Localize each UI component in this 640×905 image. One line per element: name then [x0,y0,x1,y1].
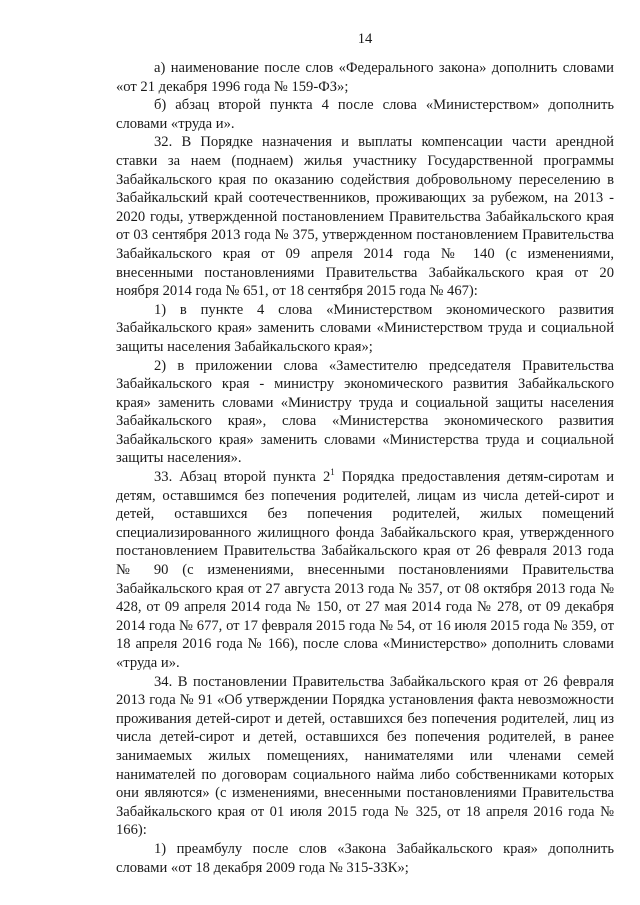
paragraph-a: а) наименование после слов «Федерального закона» дополнить словами «от 21 декабря 1996 года № 159-ФЗ»; [116,60,614,95]
paragraph-32-item-1: 1) в пункте 4 слова «Министерством экономического развития Забайкальского края» заменить словами «Министерством труда и социальной защиты населения Забайкальского края»; [116,301,614,355]
paragraph-34-item-1: 1) преамбулу после слов «Закона Забайкальского края» дополнить словами «от 18 декабря 2009 года № 315-ЗЗК»; [116,840,614,876]
paragraph-33-start: 33. Абзац второй пункта 2 [154,469,331,486]
paragraph-33 [116,468,614,673]
document-page [116,30,614,877]
superscript-one: 1 [330,467,335,478]
paragraph-b: б) абзац второй пункта 4 после слова «Министерством» дополнить словами «труда и». [116,97,614,132]
paragraph-32-item-2: 2) в приложении слова «Заместителю председателя Правительства Забайкальского края - министру экономического развития Забайкальского края» заменить словами «Министру труда и социальной защиты населения Забайкальского края», слова «Министерства экономического развития Забайкальского края» заменить словами «Министерства труда и социальной защиты населения». [116,357,614,467]
page-number: 14 [357,31,373,47]
paragraph-34: 34. В постановлении Правительства Забайкальского края от 26 февраля 2013 года № 91 «Об утверждении Порядка установления факта невозможности проживания детей-сирот и детей, оставшихся без попечения родителей, лиц из числа детей-сирот и детей, оставшихся без попечения родителей, в ранее занимаемых жилых помещениях, нанимателями или членами семей нанимателей по договорам социального найма либо собственниками которых они являются» (с изменениями, внесенными постановлениями Правительства Забайкальского края от 01 июля 2015 года № 325, от 18 апреля 2016 года № 166): [116,673,614,839]
paragraph-32: 32. В Порядке назначения и выплаты компенсации части арендной ставки за наем (поднаем) жилья участнику Государственной программы Забайкальского края по оказанию содействия добровольному переселению в Забайкальский край соотечественников, проживающих за рубежом, на 2013 - 2020 годы, утвержденной постановлением Правительства Забайкальского края от 03 сентября 2013 года № 375, утвержденном постановлением Правительства Забайкальского края от 09 апреля 2014 года № 140 (с изменениями, внесенными постановлениями Правительства Забайкальского края от 20 ноября 2014 года № 651, от 18 сентября 2015 года № 467): [116,134,614,300]
paragraph-33-rest: Порядка предоставления детям-сиротам и детям, оставшимся без попечения родителей, лицам из числа детей-сирот и детей, оставшихся без попечения родителей, жилых помещений специализированного жилищного фонда Забайкальского края, утвержденного постановлением Правительства Забайкальского края от 26 февраля 2013 года № 90 (с изменениями, внесенными постановлениями Правительства Забайкальского края от 27 августа 2013 года № 357, от 08 октября 2013 года № 428, от 09 апреля 2014 года № 150, от 27 мая 2014 года № 278, от 09 декабря 2014 года № 677, от 17 февраля 2015 года № 54, от 16 июля 2015 года № 359, от 18 апреля 2016 года № 166), после слова «Министерство» дополнить словами «труда и». [116,469,615,671]
